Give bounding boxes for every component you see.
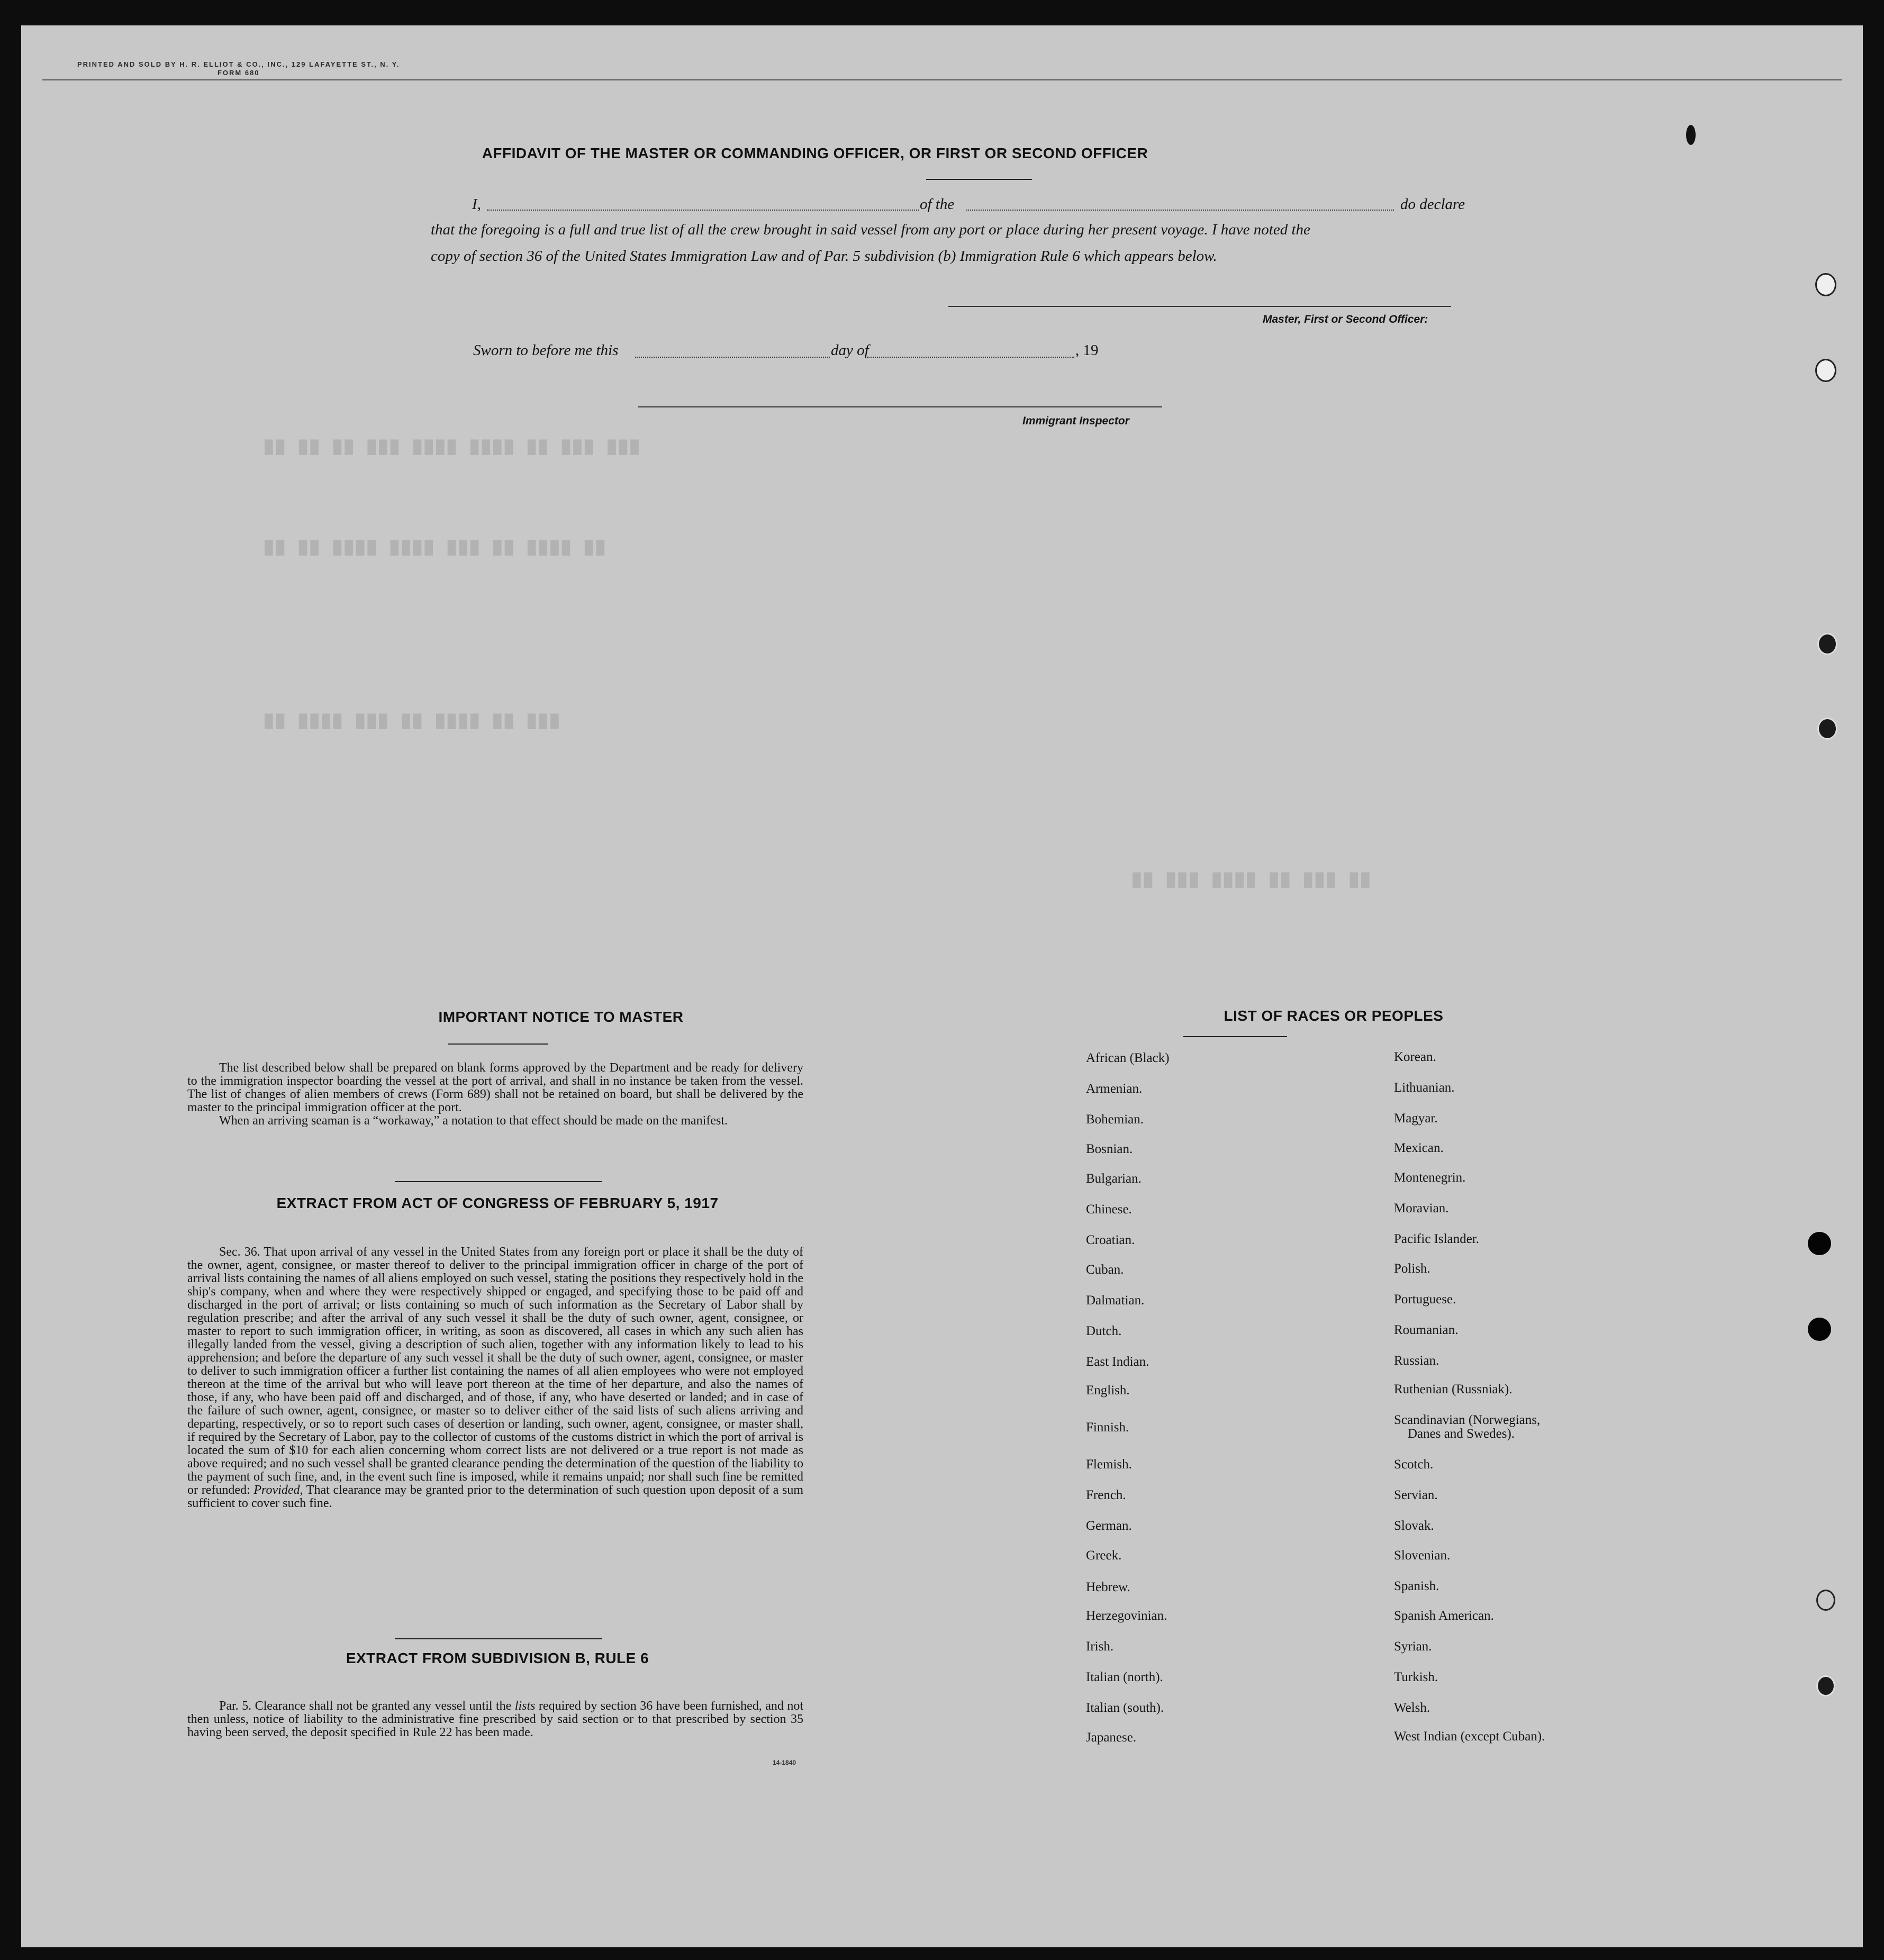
printer-imprint bbox=[77, 60, 400, 77]
name-blank bbox=[487, 210, 919, 211]
race-item: Portuguese. bbox=[1394, 1292, 1456, 1306]
race-item: Chinese. bbox=[1086, 1202, 1132, 1217]
race-item: Scandinavian (Norwegians, bbox=[1394, 1413, 1541, 1427]
race-item: Scotch. bbox=[1394, 1457, 1434, 1472]
race-item: Russian. bbox=[1394, 1354, 1439, 1368]
affidavit-line2: that the foregoing is a full and true list of all the crew brought in said vessel from any port or place during her present voyage. I have noted the bbox=[431, 221, 1310, 238]
race-item: Polish. bbox=[1394, 1262, 1430, 1276]
rule-paragraph-b: required by section 36 have been furnished, and not then unless, notice of liability to the administrative fine prescribed by said section or to that prescribed by section 35 having been served, the deposit specified in Rule 22 has been made. bbox=[187, 1699, 804, 1739]
race-item: Hebrew. bbox=[1086, 1580, 1130, 1594]
race-item: East Indian. bbox=[1086, 1355, 1149, 1369]
binder-hole bbox=[1815, 359, 1836, 382]
race-item: Dalmatian. bbox=[1086, 1293, 1145, 1308]
race-item: Finnish. bbox=[1086, 1420, 1129, 1435]
race-item: Servian. bbox=[1394, 1488, 1438, 1502]
race-item: Italian (north). bbox=[1086, 1670, 1163, 1684]
race-item: Magyar. bbox=[1394, 1111, 1438, 1126]
act-text bbox=[187, 1246, 803, 1510]
race-item: African (Black) bbox=[1086, 1051, 1170, 1065]
race-item: Syrian. bbox=[1394, 1639, 1432, 1654]
affidavit-line1-mid: of the bbox=[920, 196, 955, 213]
act-provided: Provided, bbox=[253, 1483, 303, 1497]
affidavit-line3: copy of section 36 of the United States Immigration Law and of Par. 5 subdivision (b) Immigration Rule 6 which appears below. bbox=[431, 248, 1217, 265]
master-signature-line bbox=[948, 306, 1451, 307]
race-item: Herzegovinian. bbox=[1086, 1609, 1167, 1623]
ink-mark bbox=[1686, 125, 1696, 145]
binder-hole bbox=[1816, 1590, 1835, 1611]
notice-text bbox=[187, 1061, 803, 1128]
race-item-continued: Danes and Swedes). bbox=[1408, 1427, 1515, 1441]
notice-paragraph-2: When an arriving seaman is a “workaway,” a notation to that effect should be made on the manifest. bbox=[219, 1114, 728, 1128]
form-number-label: FORM 680 bbox=[217, 69, 260, 77]
notice-title: IMPORTANT NOTICE TO MASTER bbox=[438, 1009, 684, 1025]
race-item: Pacific Islander. bbox=[1394, 1232, 1480, 1246]
race-item: Roumanian. bbox=[1394, 1323, 1459, 1337]
rule-text bbox=[187, 1700, 803, 1739]
race-item: Flemish. bbox=[1086, 1457, 1132, 1472]
race-item: Cuban. bbox=[1086, 1263, 1124, 1277]
act-section-36-end: That clearance may be granted prior to the determination of such question upon deposit of a sum sufficient to cover such fine. bbox=[187, 1483, 803, 1510]
binder-hole bbox=[1817, 633, 1837, 655]
race-item: Spanish American. bbox=[1394, 1609, 1494, 1623]
notice-paragraph-1: The list described below shall be prepared on blank forms approved by the Department and be ready for delivery to the immigration inspector boarding the vessel at the port of arrival, and shall in no instance be taken from the vessel. The list of changes of alien members of crews (Form 689) shall not be retained on board, but shall be delivered by the master to the principal immigration officer at the port. bbox=[187, 1061, 803, 1114]
top-border bbox=[42, 79, 1842, 80]
affidavit-line1-prefix: I, bbox=[472, 196, 481, 213]
inspector-signature-line bbox=[638, 406, 1162, 407]
race-item: German. bbox=[1086, 1519, 1132, 1533]
affidavit-title: AFFIDAVIT OF THE MASTER OR COMMANDING OFFICER, OR FIRST OR SECOND OFFICER bbox=[482, 145, 1148, 161]
affidavit-line1-suffix: do declare bbox=[1400, 196, 1465, 213]
notice-end-rule bbox=[395, 1181, 602, 1182]
race-item: Spanish. bbox=[1394, 1579, 1439, 1593]
binder-hole bbox=[1808, 1318, 1831, 1341]
race-item: West Indian (except Cuban). bbox=[1394, 1729, 1545, 1744]
binder-hole bbox=[1808, 1232, 1831, 1255]
rule-paragraph-a: Par. 5. Clearance shall not be granted any vessel until the bbox=[219, 1699, 512, 1713]
rule-title: EXTRACT FROM SUBDIVISION B, RULE 6 bbox=[346, 1650, 649, 1666]
race-item: Mexican. bbox=[1394, 1141, 1444, 1155]
race-item: Moravian. bbox=[1394, 1201, 1449, 1215]
sworn-day-blank bbox=[635, 357, 830, 358]
binder-hole bbox=[1815, 273, 1836, 296]
race-item: English. bbox=[1086, 1383, 1130, 1398]
race-item: Irish. bbox=[1086, 1639, 1114, 1654]
race-item: Bulgarian. bbox=[1086, 1172, 1142, 1186]
race-item: Greek. bbox=[1086, 1548, 1122, 1563]
race-item: Croatian. bbox=[1086, 1233, 1135, 1247]
affidavit-title-rule bbox=[926, 179, 1032, 180]
race-item: Dutch. bbox=[1086, 1324, 1122, 1338]
document-sheet: PRINTED AND SOLD BY H. R. ELLIOT & CO., INC., 129 LAFAYETTE ST., N. Y. FORM 680 ██ ██ ██ ███ ████ ████ ██ ███ ███ ██ ██ ████ ████ ███ ██ ████ ██ ██ ████ ███ ██ ████ ██ ███ ██ ███ ████ ██ ███ ██ AFFIDAVIT OF THE MASTER OR COMMANDING OFFICER, OR FIRST OR SECOND OFFICER I, of the do declare that the foregoing is a full and true list of all the crew brought in said vessel from any port or place during her present voyage. I have noted the copy of section 36 of the United States Immigration Law and of Par. 5 subdivision (b) Immigration Rule 6 which appears below. Master, First or Second Officer: Sworn to before me this day of , 19 Immigrant Inspector IMPORTANT NOTICE TO MASTER The list described below shall be prepared on blank forms approved by the Department and be ready for delivery to the immigration inspector boarding the vessel at the port of arrival, and shall in no instance be taken from the vessel. The list of changes of alien members of crews (Form 689) shall not be retained on board, but shall be delivered by the master to the principal immigration officer at the port. When an arriving seaman is a “workaway,” a notation to that effect should be made on the manifest. EXTRACT FROM ACT OF CONGRESS OF FEBRUARY 5, 1917 Sec. 36. That upon arrival of any vessel in the United States from any foreign port or place it shall be the duty of the owner, agent, consignee, or master thereof to deliver to the principal immigration officer in charge of the port of arrival lists containing the names of all aliens employed on such vessel, stating the positions they respectively hold in the ship's company, when and where they were respectively shipped or engaged, and specifying those to be paid off and discharged in the port of arrival; or lists containing so much of such information as the Secretary of Labor shall by regulation prescribe; and after the arrival of any such vessel it shall be the duty of such owner, agent, consignee, or master to report to such immigration officer, in writing, as soon as discovered, all cases in which any such alien has illegally landed from the vessel, giving a description of such alien, together with any information likely to lead to his apprehension; and before the departure of any such vessel it shall be the duty of such owner, agent, consignee, or master to deliver to such immigration officer a further list containing the names of all alien employees who were not employed thereon at the time of the arrival but who will leave port thereon at the time of her departure, and also the names of those, if any, who have been paid off and discharged, and of those, if any, who have deserted or landed; and in case of the failure of such owner, agent, consignee, or master so to deliver either of the said lists of such aliens arriving and departing, respectively, or so to report such cases of desertion or landing, such owner, agent, consignee, or master shall, if required by the Secretary of Labor, pay to the collector of customs of the customs district in which the port of arrival is located the sum of $10 for each alien concerning whom correct lists are not delivered or a true report is not made as above required; and no such vessel shall be granted clearance pending the determination of the question of the liability to the payment of such fine, and, in the event such fine is imposed, while it remains unpaid; nor shall such fine be remitted or refunded: Provided, That clearance may be granted prior to the determination of such question upon deposit of a sum sufficient to cover such fine. EXTRACT FROM SUBDIVISION B, RULE 6 Par. 5. Clearance shall not be granted any vessel until the lists required by section 36 have been furnished, and not then unless, notice of liability to the administrative fine prescribed by said section or to that prescribed by section 35 having been served, the deposit specified in Rule 22 has been made. 14-1840 LIST OF RACES OR PEOPLES African (Black) Armenian. Bohemian. Bosnian. Bulgarian. Chinese. Croatian. Cuban. Dalmatian. Dutch. East Indian. English. Finnish. Flemish. French. German. Greek. Hebrew. Herzegovinian. Irish. Italian (north). Italian (south). Japanese. Korean. Lithuanian. Magyar. Mexican. Montenegrin. Moravian. Pacific Islander. Polish. Portuguese. Roumanian. Russian. Ruthenian (Russniak). Scandinavian (Norwegians, Danes and Swedes). Scotch. Servian. Slovak. Slovenian. Spanish. Spanish American. Syrian. Turkish. Welsh. West Indian (except Cuban). bbox=[21, 25, 1863, 1947]
race-item: Italian (south). bbox=[1086, 1701, 1164, 1715]
binder-hole bbox=[1817, 718, 1837, 740]
race-item: Slovak. bbox=[1394, 1519, 1434, 1533]
notice-title-rule bbox=[448, 1043, 548, 1045]
race-item: Lithuanian. bbox=[1394, 1081, 1455, 1095]
race-item: Japanese. bbox=[1086, 1730, 1137, 1745]
race-item: Bosnian. bbox=[1086, 1142, 1133, 1156]
sworn-suffix: , 19 bbox=[1075, 342, 1099, 359]
race-item: Ruthenian (Russniak). bbox=[1394, 1382, 1512, 1396]
sworn-month-blank bbox=[867, 357, 1074, 358]
race-item: Armenian. bbox=[1086, 1082, 1143, 1096]
sworn-prefix: Sworn to before me this bbox=[473, 342, 619, 359]
races-title-rule bbox=[1183, 1036, 1287, 1037]
race-item: French. bbox=[1086, 1488, 1126, 1502]
rule-lists: lists bbox=[514, 1699, 536, 1713]
binder-hole bbox=[1816, 1675, 1835, 1696]
printer-line: PRINTED AND SOLD BY H. R. ELLIOT & CO., INC., 129 LAFAYETTE ST., N. Y. bbox=[77, 60, 400, 68]
race-item: Bohemian. bbox=[1086, 1112, 1144, 1127]
race-item: Turkish. bbox=[1394, 1670, 1438, 1684]
race-item: Slovenian. bbox=[1394, 1548, 1451, 1563]
act-end-rule bbox=[395, 1638, 602, 1639]
race-item: Korean. bbox=[1394, 1050, 1436, 1064]
race-item: Montenegrin. bbox=[1394, 1170, 1466, 1185]
races-title: LIST OF RACES OR PEOPLES bbox=[1224, 1008, 1444, 1024]
vessel-blank bbox=[966, 210, 1394, 211]
master-signature-label: Master, First or Second Officer: bbox=[1263, 313, 1428, 325]
inspector-signature-label: Immigrant Inspector bbox=[1022, 415, 1129, 427]
race-item: Welsh. bbox=[1394, 1701, 1430, 1715]
act-section-36: Sec. 36. That upon arrival of any vessel in the United States from any foreign port or place it shall be the duty of the owner, agent, consignee, or master thereof to deliver to the principal immigration officer in charge of the port of arrival lists containing the names of all aliens employed on such vessel, stating the positions they respectively hold in the ship's company, when and where they were respectively shipped or engaged, and specifying those to be paid off and discharged in the port of arrival; or lists containing so much of such information as the Secretary of Labor shall by regulation prescribe; and after the arrival of any such vessel it shall be the duty of such owner, agent, consignee, or master to report to such immigration officer, in writing, as soon as discovered, all cases in which any such alien has illegally landed from the vessel, giving a description of such alien, together with any information likely to lead to his apprehension; and before the departure of any such vessel it shall be the duty of such owner, agent, consignee, or master to deliver to such immigration officer a further list containing the names of all alien employees who were not employed thereon at the time of the arrival but who will leave port thereon at the time of her departure, and also the names of those, if any, who have been paid off and discharged, and of those, if any, who have deserted or landed; and in case of the failure of such owner, agent, consignee, or master so to deliver either of the said lists of such aliens arriving and departing, respectively, or so to report such cases of desertion or landing, such owner, agent, consignee, or master shall, if required by the Secretary of Labor, pay to the collector of customs of the customs district in which the port of arrival is located the sum of $10 for each alien concerning whom correct lists are not delivered or a true report is not made as above required; and no such vessel shall be granted clearance pending the determination of the question of the liability to the payment of such fine, and, in the event such fine is imposed, while it remains unpaid; nor shall such fine be remitted or refunded: bbox=[187, 1245, 803, 1497]
rule-form-number: 14-1840 bbox=[773, 1759, 796, 1766]
act-title: EXTRACT FROM ACT OF CONGRESS OF FEBRUARY 5, 1917 bbox=[276, 1195, 719, 1211]
sworn-mid: day of bbox=[831, 342, 869, 359]
